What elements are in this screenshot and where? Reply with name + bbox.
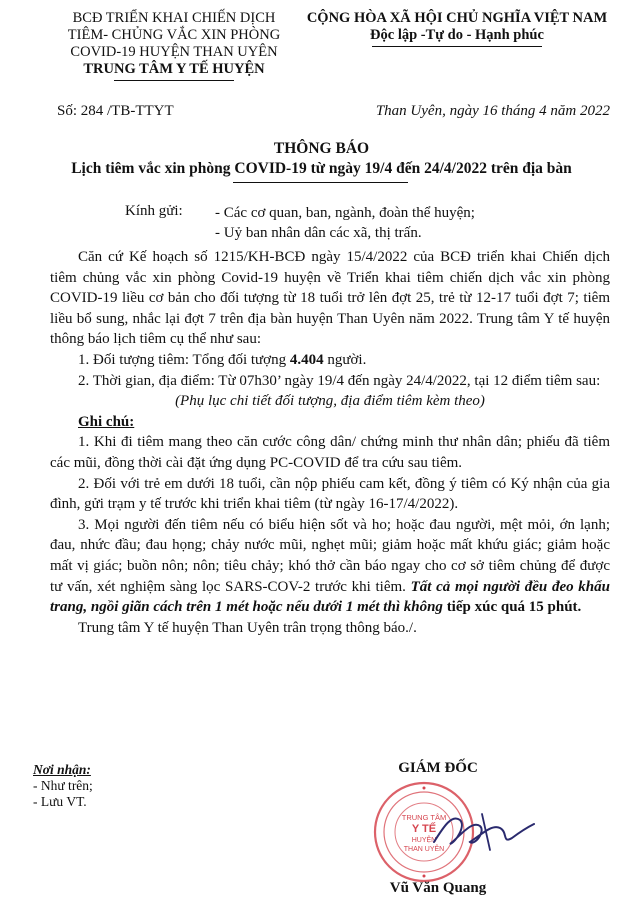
subtitle-underline: [233, 182, 408, 183]
item-1-count: 4.404: [289, 351, 324, 368]
distribution-item: - Như trên;: [33, 778, 93, 793]
seal-line-3: HUYỆN: [411, 837, 437, 844]
note-3-emphasis: Tất cả mọi người đều đeo khẩu trang, ngồi giãn cách trên 1 mét hoặc nếu dưới 1 mét thì không: [50, 578, 610, 616]
issuing-agency-header: [40, 10, 308, 81]
recipients-list: [215, 203, 475, 243]
note-heading-row: [50, 412, 610, 433]
recipients-label: Kính gửi:: [125, 203, 183, 219]
item-1-prefix: 1. Đối tượng tiêm: Tổng đối tượng: [78, 351, 290, 368]
place-date: Than Uyên, ngày 16 tháng 4 năm 2022: [375, 103, 610, 119]
recipient-item: - Các cơ quan, ban, ngành, đoàn thể huyện;: [215, 205, 475, 221]
distribution-item: - Lưu VT.: [33, 794, 87, 809]
recipient-item: - Uỷ ban nhân dân các xã, thị trấn.: [215, 225, 422, 241]
closing-line: Trung tâm Y tế huyện Than Uyên trân trọng thông báo./.: [78, 619, 417, 636]
intro-paragraph: Căn cứ Kế hoạch số 1215/KH-BCĐ ngày 15/4/2022 của BCĐ triển khai Chiến dịch tiêm chủng vắc xin phòng Covid-19 huyện về Triển khai tiêm chiến dịch vắc xin phòng COVID-19 liều cơ bản cho đối tượng từ 18 tuổi trở lên đợt 25, trẻ từ 12-17 tuổi đợt 7; tiêm liều bổ sung, nhắc lại đợt 7 trên địa bàn huyện Than Uyên năm 2022. Trung tâm Y tế huyện thông báo lịch tiêm cụ thể như sau:: [50, 249, 610, 348]
note-2: 2. Đối với trẻ em dưới 18 tuổi, cần nộp phiếu cam kết, đồng ý tiêm có Ký nhận của gia đình, gửi trạm y tế trước khi triển khai tiêm (từ ngày 16-17/4/2022).: [50, 475, 610, 513]
item-1-suffix: người.: [323, 351, 367, 368]
seal-line-1: TRUNG TÂM: [401, 813, 447, 822]
distribution-label: Nơi nhận:: [33, 762, 91, 777]
agency-line-1: BCĐ TRIỂN KHAI CHIẾN DỊCH: [72, 10, 276, 26]
document-title: THÔNG BÁO: [273, 140, 370, 157]
item-1: [50, 350, 610, 371]
national-title: CỘNG HÒA XÃ HỘI CHỦ NGHĨA VIỆT NAM: [306, 10, 608, 26]
appendix-note: (Phụ lục chi tiết đối tượng, địa điểm tiêm kèm theo): [175, 393, 485, 410]
note-1: 1. Khi đi tiêm mang theo căn cước công dân/ chứng minh thư nhân dân; phiếu đã tiêm các mũi, đồng thời cài đặt ứng dụng PC-COVID để tra cứu sau tiêm.: [50, 434, 610, 471]
director-title: GIÁM ĐỐC: [398, 760, 478, 776]
seal-line-2: Y TẾ: [411, 823, 437, 835]
motto-underline: [372, 46, 542, 47]
signature-icon: [430, 798, 540, 858]
document-subtitle: Lịch tiêm vắc xin phòng COVID-19 từ ngày 19/4 đến 24/4/2022 trên địa bàn: [71, 160, 572, 177]
agency-line-2: TIÊM- CHỦNG VẮC XIN PHÒNG: [67, 27, 281, 43]
signer-name: Vũ Văn Quang: [389, 880, 487, 896]
document-body: [50, 247, 610, 638]
item-2: 2. Thời gian, địa điểm: Từ 07h30’ ngày 19/4 đến ngày 24/4/2022, tại 12 điểm tiêm sau:: [78, 372, 601, 389]
note-3: [50, 515, 610, 618]
agency-line-3: COVID-19 HUYỆN THAN UYÊN: [70, 44, 278, 60]
note-heading: Ghi chú:: [78, 413, 135, 430]
agency-underline: [114, 80, 234, 81]
agency-line-4: TRUNG TÂM Y TẾ HUYỆN: [83, 61, 265, 77]
note-3-text: 3. Mọi người đến tiêm nếu có biểu hiện sốt và ho; hoặc đau người, mệt mỏi, ớn lạnh; đau, nhức đầu; đau họng; chảy nước mũi, nghẹt mũi; giảm hoặc mất khứu giác; giảm hoặc mất vị giác; buồn nôn; nôn; tiêu chảy; khó thở cần báo ngay cho cơ sở tiêm chủng để được tư vấn, xét nghiệm sàng lọc SARS-COV-2 trước khi tiêm.: [50, 516, 610, 595]
distribution-list: [33, 762, 93, 810]
document-number: Số: 284 /TB-TTYT: [57, 103, 174, 119]
national-motto: Độc lập -Tự do - Hạnh phúc: [370, 27, 544, 43]
note-3-bold: tiếp xúc quá 15 phút.: [442, 599, 582, 616]
national-header: [298, 10, 616, 47]
seal-line-4: THAN UYÊN: [403, 846, 445, 853]
